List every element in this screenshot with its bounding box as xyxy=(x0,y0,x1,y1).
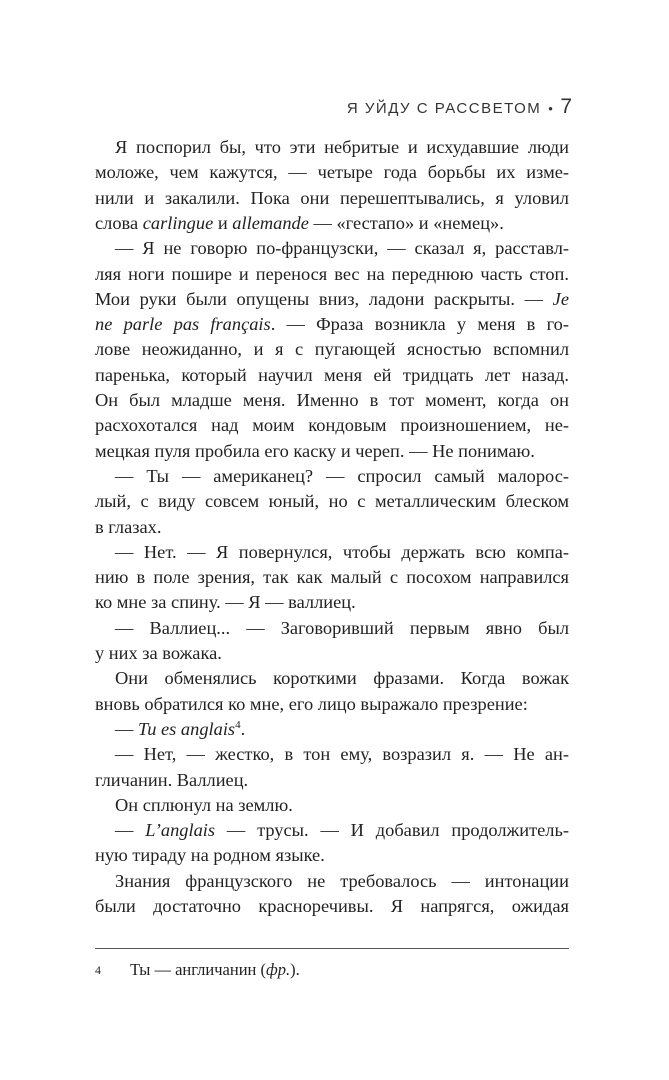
text-line: вновь обратился ко мне, его лицо выражало презрение: xyxy=(95,693,528,714)
text-line: нию в поле зрения, так как малый с посохом направился xyxy=(95,567,569,588)
text-line: лове неожиданно, и я с пугающей ясностью вспомнил xyxy=(95,339,569,360)
page-number: 7 xyxy=(560,95,572,118)
foreign-word: allemande xyxy=(232,212,309,233)
text-line: расхохотался над моим кондовым произношением, не- xyxy=(95,415,569,436)
text-line: ne parle pas français. — Фраза возникла у меня в го- xyxy=(95,314,569,335)
text-line: у них за вожака. xyxy=(95,643,222,663)
text-line: — Нет, — жестко, в тон ему, возразил я. — Не ан- xyxy=(115,744,569,765)
text-line: лый, с виду совсем юный, но с металлическим блеском xyxy=(95,491,569,512)
text-line: — Я не говорю по-французски, — сказал я, расставл- xyxy=(115,238,569,259)
text-line: — Ты — американец? — спросил самый малорос- xyxy=(115,465,569,486)
text-line: паренька, который научил меня ей тридцать лет назад. xyxy=(95,364,569,385)
text-line: — Валлиец... — Заговоривший первым явно был xyxy=(115,617,569,638)
foreign-phrase: Je xyxy=(552,288,569,309)
text-line: ляя ноги пошире и перенося вес на переднюю часть стоп. xyxy=(95,263,569,284)
text-line: гличанин. Валлиец. xyxy=(95,769,249,790)
text-line: нили и закалили. Пока они перешептывались, я уловил xyxy=(95,187,569,208)
text-line: Знания французского не требовалось — интонации xyxy=(115,870,569,891)
text-line: были достаточно красноречивы. Я напрягся, ожидая xyxy=(95,896,569,916)
foreign-phrase: Tu es anglais xyxy=(138,718,236,739)
text-line: Он был младше меня. Именно в тот момент, когда он xyxy=(95,390,569,410)
foreign-phrase: ne parle pas français xyxy=(95,314,271,335)
running-header-title: Я УЙДУ С РАССВЕТОМ xyxy=(346,100,542,117)
footnote-rule xyxy=(95,948,569,949)
text-line: моложе, чем кажутся, — четыре года борьбы их изме- xyxy=(95,162,569,183)
footnote: 4 Ты — англичанин (фр.). xyxy=(95,958,300,982)
text-line: слова carlingue и allemande — «гестапо» и «немец». xyxy=(95,212,504,233)
text-line: — L’anglais — трусы. — И добавил продолжитель- xyxy=(115,820,569,841)
header-bullet: • xyxy=(548,101,555,116)
footnote-number: 4 xyxy=(95,963,101,977)
text-line: Он сплюнул на землю. xyxy=(115,794,293,815)
foreign-word: L’anglais xyxy=(145,820,216,841)
text-line: в глазах. xyxy=(95,516,162,537)
text-line: Мои руки были опущены вниз, ладони раскрыты. — Je xyxy=(95,288,569,309)
running-header xyxy=(347,95,572,119)
text-line: ную тираду на родном языке. xyxy=(95,845,325,866)
text-line: — Tu es anglais$^4$. xyxy=(115,718,246,739)
text-line: мецкая пуля пробила его каску и череп. — Не понимаю. xyxy=(95,440,535,461)
foreign-word: carlingue xyxy=(142,212,214,233)
text-line: Я поспорил бы, что эти небритые и исхудавшие люди xyxy=(115,137,569,157)
text-line: ко мне за спину. — Я — валлиец. xyxy=(95,592,356,613)
text-line: — Нет. — Я повернулся, чтобы держать всю компа- xyxy=(115,541,569,562)
footnote-ref: 4 xyxy=(235,718,241,731)
text-line: Они обменялись короткими фразами. Когда вожак xyxy=(115,668,569,689)
